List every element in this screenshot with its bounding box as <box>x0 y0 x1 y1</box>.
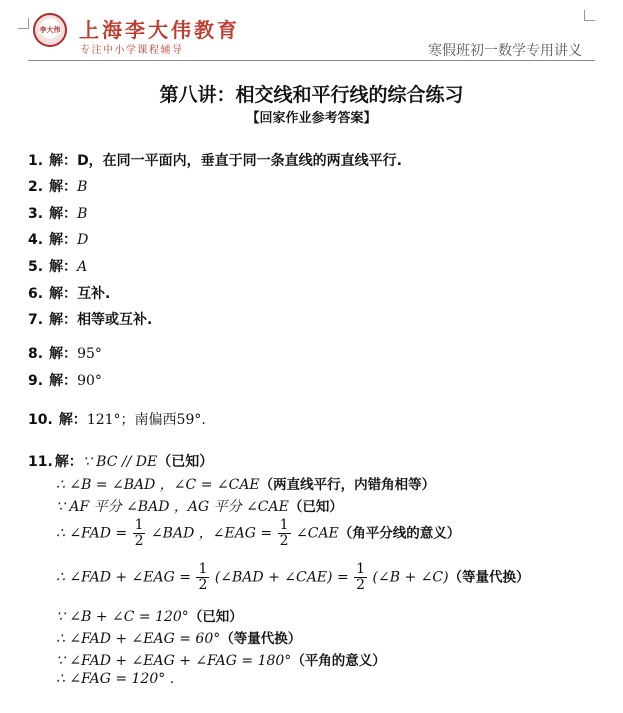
answer-label: 解： <box>54 454 83 470</box>
fraction-numerator: 1 <box>356 561 366 577</box>
page-title: 第八讲：相交线和平行线的综合练习 <box>159 84 464 106</box>
solution-line-2 <box>56 473 435 494</box>
answer-number: 7. <box>28 312 44 328</box>
answer-value: D <box>77 232 89 248</box>
solution-math: ∴ ∠FAD + ∠EAG = 60° <box>56 631 221 647</box>
answer-label: 解： <box>58 412 87 428</box>
answer-value: 90° <box>77 373 102 389</box>
answer-4 <box>28 229 88 249</box>
answer-3 <box>28 203 87 223</box>
solution-math: ∵ AF 平分 ∠BAD ，AG 平分 ∠CAE <box>56 499 289 515</box>
solution-math: ∴ ∠FAD + ∠EAG = <box>56 569 191 586</box>
fraction-denominator: 2 <box>356 577 366 593</box>
solution-reason: （等量代换） <box>448 569 530 586</box>
answer-label: 解： <box>49 312 78 328</box>
solution-math: ∵ ∠B + ∠C = 120° <box>56 609 189 625</box>
solution-reason: （已知） <box>288 499 343 515</box>
solution-line-6 <box>56 605 243 625</box>
solution-line-7 <box>56 627 301 647</box>
logo-slogan: 专注中小学课程辅导 <box>80 45 184 56</box>
answer-number: 4. <box>28 232 44 248</box>
page-corner-mark-right <box>584 10 595 21</box>
solution-math: ∠CAE <box>296 525 339 542</box>
answer-number: 2. <box>28 179 44 195</box>
answer-value: 95° <box>77 346 102 362</box>
header-course-label: 寒假班初一数学专用讲义 <box>428 43 582 59</box>
answer-label: 解： <box>49 206 78 222</box>
answer-number: 5. <box>28 259 44 275</box>
solution-reason: （已知） <box>157 454 214 470</box>
solution-line-3 <box>56 495 343 516</box>
logo-seal <box>33 13 67 47</box>
answer-value: B <box>77 206 88 222</box>
answer-label: 解： <box>49 346 78 362</box>
answer-number: 8. <box>28 346 44 362</box>
answer-8 <box>28 343 102 363</box>
answer-label: 解： <box>49 153 78 169</box>
answer-value: 121°；南偏西59°. <box>86 412 206 428</box>
solution-reason: （角平分线的意义） <box>338 525 461 542</box>
solution-math: (∠BAD + ∠CAE) = <box>214 569 349 586</box>
solution-reason: （两直线平行，内错角相等） <box>259 477 436 493</box>
answer-label: 解： <box>49 232 78 248</box>
solution-line-8 <box>56 649 386 669</box>
fraction-half <box>354 562 367 593</box>
answer-number: 9. <box>28 373 44 389</box>
answer-11 <box>28 451 213 471</box>
solution-math: ∴ ∠FAG = 120° . <box>56 671 175 687</box>
solution-line-9 <box>56 671 174 687</box>
fraction-denominator: 2 <box>198 577 208 593</box>
fraction-half <box>133 518 146 549</box>
answer-6 <box>28 283 110 303</box>
solution-reason: （已知） <box>188 609 243 625</box>
answer-number: 11. <box>28 454 53 470</box>
solution-reason: （等量代换） <box>220 631 302 647</box>
logo-seal-text: 李大伟 <box>39 26 61 34</box>
solution-math: ∵ ∠FAD + ∠EAG + ∠FAG = 180° <box>56 653 292 669</box>
answer-9 <box>28 370 102 390</box>
solution-line-5 <box>56 562 530 593</box>
answer-number: 3. <box>28 206 44 222</box>
fraction-numerator: 1 <box>279 517 289 533</box>
page-corner-mark-left <box>18 18 29 29</box>
answer-2 <box>28 176 87 196</box>
answer-value: 互补. <box>77 286 111 302</box>
solution-math: (∠B + ∠C) <box>372 569 449 586</box>
fraction-denominator: 2 <box>134 533 144 549</box>
solution-math: ∴ ∠FAD = <box>56 525 128 542</box>
answer-7 <box>28 309 152 329</box>
solution-math: ∴ ∠B = ∠BAD ，∠C = ∠CAE <box>56 477 260 493</box>
answer-value: D，在同一平面内，垂直于同一条直线的两直线平行. <box>77 153 403 169</box>
answer-number: 1. <box>28 153 44 169</box>
solution-reason: （平角的意义） <box>291 653 386 669</box>
page-subtitle: 【回家作业参考答案】 <box>246 111 377 126</box>
fraction-numerator: 1 <box>198 561 208 577</box>
answer-1 <box>28 150 402 170</box>
answer-number: 10. <box>28 412 53 428</box>
answer-label: 解： <box>49 259 78 275</box>
header-divider <box>28 60 595 61</box>
solution-math: ∠BAD ，∠EAG = <box>150 525 273 542</box>
answer-value: B <box>77 179 88 195</box>
answer-label: 解： <box>49 373 78 389</box>
answer-value: 相等或互补. <box>77 312 153 328</box>
fraction-half <box>278 518 291 549</box>
logo-title: 上海李大伟教育 <box>79 18 240 42</box>
solution-line-4 <box>56 518 460 549</box>
answer-label: 解： <box>49 286 78 302</box>
fraction-numerator: 1 <box>134 517 144 533</box>
fraction-denominator: 2 <box>279 533 289 549</box>
solution-math: ∵ BC // DE <box>82 454 158 470</box>
answer-label: 解： <box>49 179 78 195</box>
answer-5 <box>28 256 87 276</box>
answer-value: A <box>77 259 88 275</box>
fraction-half <box>196 562 209 593</box>
answer-10 <box>28 409 206 429</box>
answer-number: 6. <box>28 286 44 302</box>
